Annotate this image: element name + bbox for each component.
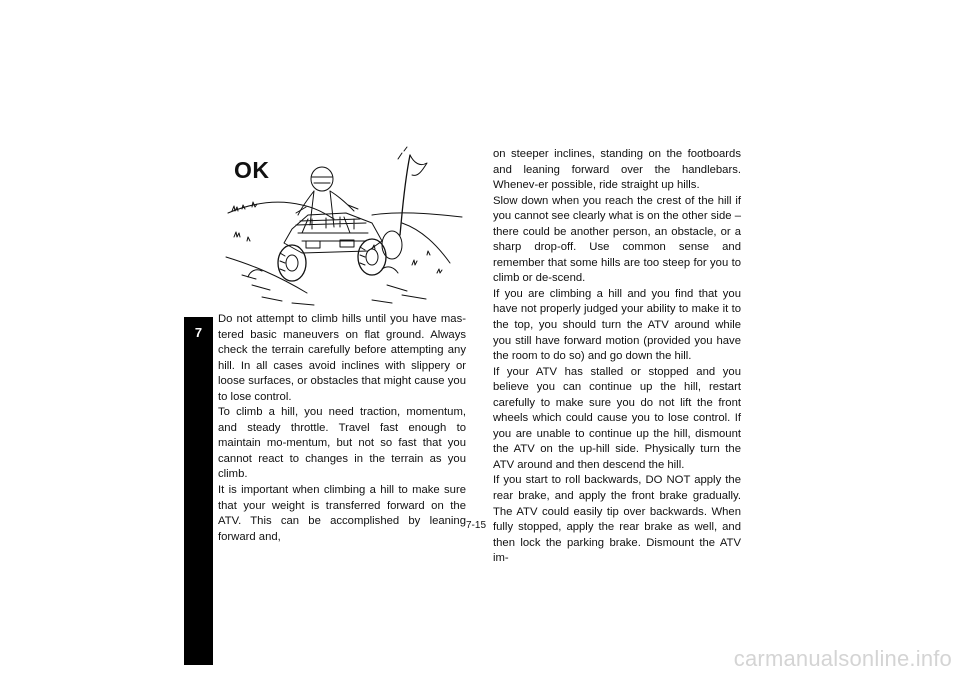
ok-label: OK — [234, 157, 270, 183]
paragraph: If you are climbing a hill and you find that you have not properly judged your ability to make it to the top, you should turn the ATV around while you still have forward motion (provided you have the room to do so) and go down the hill. — [493, 287, 741, 363]
paragraph: Do not attempt to climb hills until you have mas-tered basic maneuvers on flat ground. Always check the terrain carefully before attempting any hill. In all cases avoid inclines with slippery or loose surfaces, or obstacles that might cause you to lose control. — [218, 313, 466, 403]
paragraph: If you start to roll backwards, DO NOT apply the rear brake, and apply the front brake gradually. The ATV could easily tip over backwards. When fully stopped, apply the rear brake as well, and then lock the parking brake. Dismount the ATV im- — [493, 474, 741, 565]
paragraph: To climb a hill, you need traction, momentum, and steady throttle. Travel fast enough to maintain mo-mentum, but not so fast that you cannot react to changes in the terrain as you climb. — [218, 406, 466, 481]
paragraph: If your ATV has stalled or stopped and you believe you can continue up the hill, restart carefully to make sure you do not lift the front wheels which could cause you to lose control. If you are unable to continue up the hill, dismount the ATV on the up-hill side. Physically turn the ATV around and then descend the hill. — [493, 365, 741, 471]
right-text-column — [493, 147, 741, 567]
paragraph: It is important when climbing a hill to make sure that your weight is transferred forward on the ATV. This can be accomplished by leaning forward and, — [218, 484, 466, 543]
page-number: 7-15 — [466, 520, 487, 531]
watermark: carmanualsonline.info — [733, 646, 952, 671]
paragraph: on steeper inclines, standing on the footboards and leaning forward over the handlebars. Whenev-er possible, ride straight up hills. — [493, 148, 741, 192]
left-text-column — [218, 312, 466, 545]
paragraph: Slow down when you reach the crest of the hill if you cannot see clearly what is on the other side – there could be another person, an obstacle, or a sharp drop-off. Use common sense and remember that some hills are too steep for you to climb or de-scend. — [493, 194, 741, 285]
chapter-tab: 7 — [184, 317, 213, 665]
